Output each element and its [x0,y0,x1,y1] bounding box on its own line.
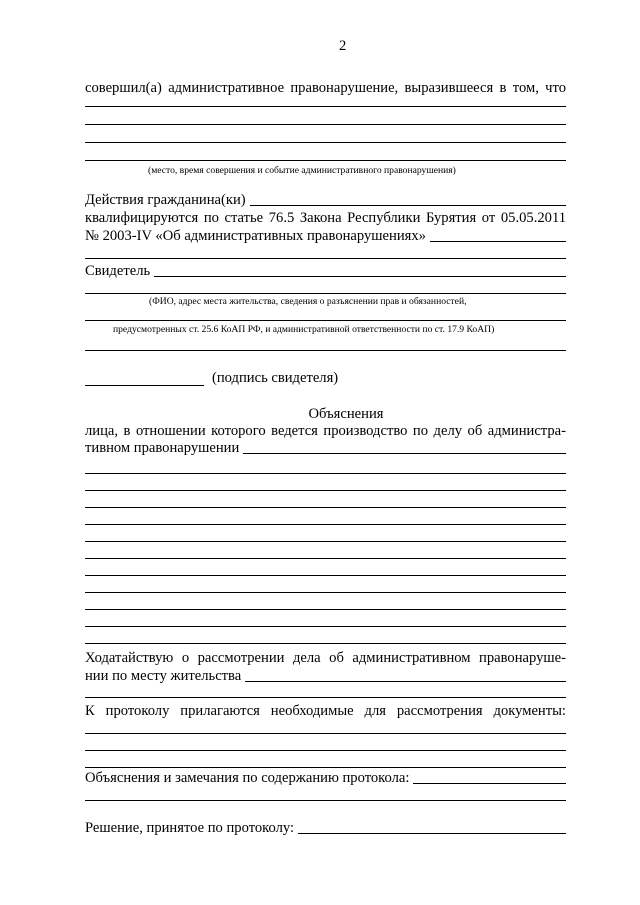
remarks-row [85,770,566,787]
violation-line[interactable] [85,106,566,107]
explanations-line[interactable] [85,575,566,576]
qualification-row [85,228,566,245]
violation-line[interactable] [85,160,566,161]
explanations-line[interactable] [85,490,566,491]
decision-label: Решение, принятое по протоколу: [85,820,295,836]
actions-row [85,192,566,209]
petition-row [85,668,566,685]
remarks-label: Объяснения и замечания по содержанию протокола: [85,770,410,786]
qualification-extra-line[interactable] [85,258,566,259]
witness-row [85,263,566,280]
explanations-line[interactable] [85,558,566,559]
explanations-line[interactable] [85,609,566,610]
qualification-field[interactable] [430,241,566,242]
remarks-line[interactable] [85,800,566,801]
qualification-line-1: квалифицируются по статье 76.5 Закона Республики Бурятия от 05.05.2011 [85,210,566,226]
explanations-line-1: лица, в отношении которого ведется производство по делу об администра- [85,423,566,439]
decision-row [85,820,566,837]
explanations-line[interactable] [85,473,566,474]
explanations-row [85,440,566,457]
explanations-line[interactable] [85,507,566,508]
petition-field[interactable] [245,681,566,682]
explanations-field[interactable] [243,453,566,454]
witness-line[interactable] [85,350,566,351]
qualification-line-2: № 2003-IV «Об административных правонарушениях» [85,228,426,244]
witness-field[interactable] [154,276,566,277]
violation-line[interactable] [85,142,566,143]
documents-line[interactable] [85,733,566,734]
witness-line[interactable] [85,320,566,321]
witness-signature-line[interactable] [85,385,204,386]
actions-field[interactable] [250,205,566,206]
explanations-line[interactable] [85,524,566,525]
petition-line[interactable] [85,697,566,698]
explanations-line-2: тивном правонарушении [85,440,240,456]
explanations-title: Объяснения [308,406,384,422]
actions-label: Действия гражданина(ки) [85,192,246,208]
intro-text: совершил(а) административное правонарушение, выразившееся в том, что [85,80,566,96]
violation-caption: (место, время совершения и событие административного правонарушения) [148,165,456,176]
decision-field[interactable] [298,833,566,834]
documents-text: К протоколу прилагаются необходимые для рассмотрения документы: [85,703,566,719]
documents-line[interactable] [85,767,566,768]
explanations-line[interactable] [85,626,566,627]
witness-label: Свидетель [85,263,151,279]
explanations-line[interactable] [85,592,566,593]
witness-caption-1: (ФИО, адрес места жительства, сведения о разъяснении прав и обязанностей, [149,296,467,307]
witness-signature-label: (подпись свидетеля) [212,370,339,386]
documents-line[interactable] [85,750,566,751]
petition-line-2: нии по месту жительства [85,668,242,684]
witness-line[interactable] [85,293,566,294]
witness-caption-2: предусмотренных ст. 25.6 КоАП РФ, и административной ответственности по ст. 17.9 КоАП) [113,324,495,335]
explanations-line[interactable] [85,643,566,644]
page-number: 2 [339,38,347,54]
violation-line[interactable] [85,124,566,125]
petition-line-1: Ходатайствую о рассмотрении дела об административном правонаруше- [85,650,566,666]
remarks-field[interactable] [413,783,566,784]
explanations-line[interactable] [85,541,566,542]
